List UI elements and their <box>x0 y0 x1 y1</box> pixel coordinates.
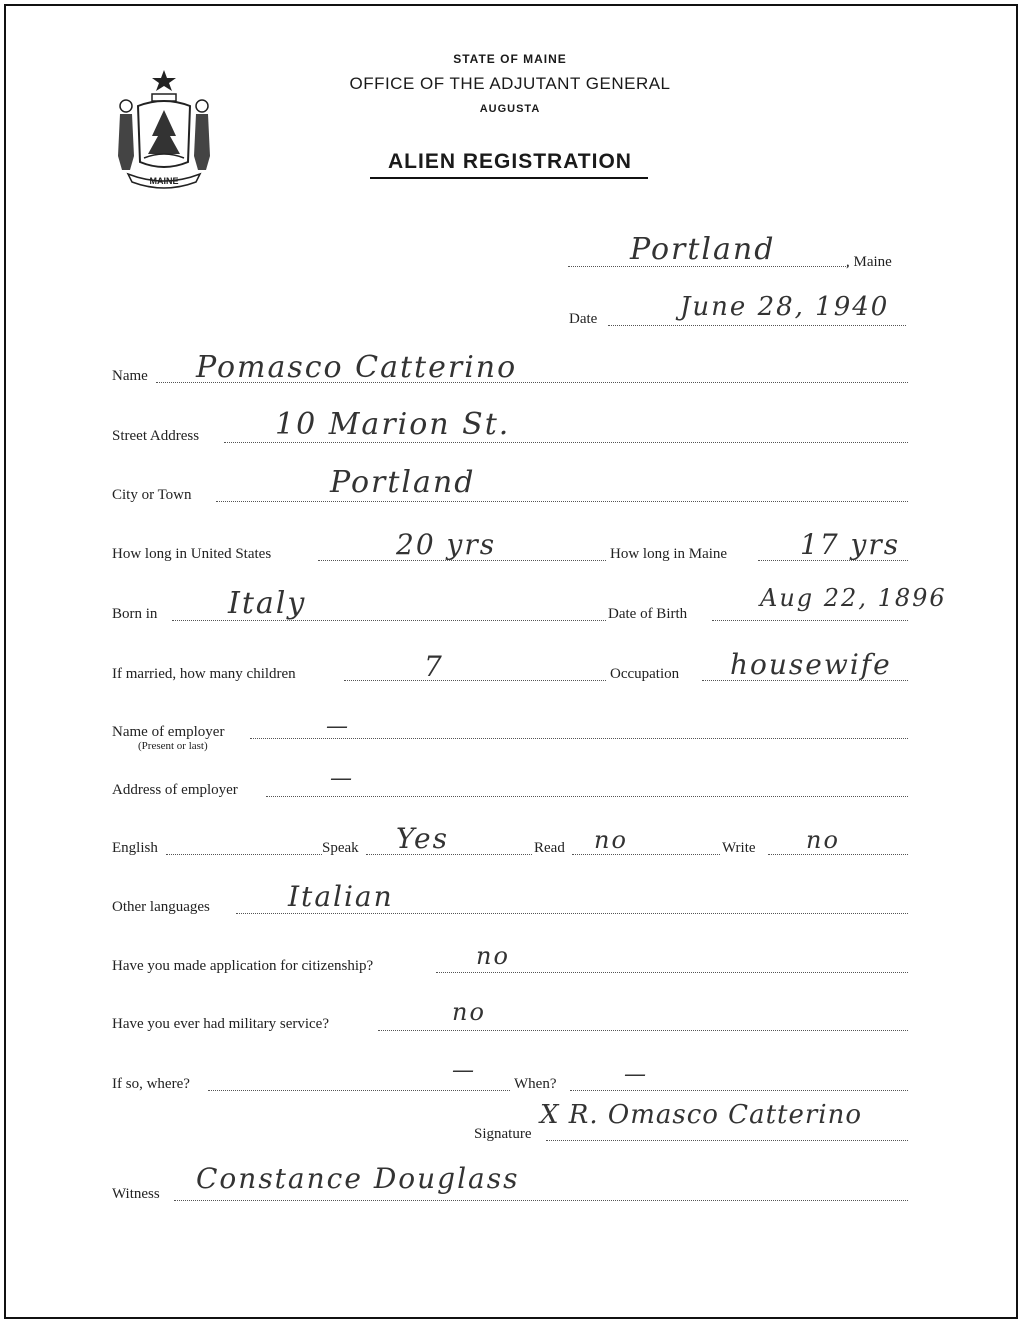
military-line <box>378 1030 908 1031</box>
speak-entry: Yes <box>396 822 449 855</box>
children-label: If married, how many children <box>112 666 296 682</box>
where-label: If so, where? <box>112 1076 190 1092</box>
name-entry: Pomasco Catterino <box>196 350 518 385</box>
read-label: Read <box>534 840 565 856</box>
name-label: Name <box>112 368 148 384</box>
date-entry: June 28, 1940 <box>680 292 890 322</box>
where-entry: — <box>452 1058 476 1083</box>
employer-address-line <box>266 796 908 797</box>
write-label: Write <box>722 840 756 856</box>
where-line <box>208 1090 510 1091</box>
english-line <box>166 854 322 855</box>
dob-label: Date of Birth <box>608 606 688 622</box>
signature-line <box>546 1140 908 1141</box>
us-entry: 20 yrs <box>396 528 497 561</box>
children-line <box>344 680 606 681</box>
form-title: ALIEN REGISTRATION <box>388 150 632 173</box>
employer-address-label: Address of employer <box>112 782 238 798</box>
occupation-label: Occupation <box>610 666 680 682</box>
maine-years-entry: 17 yrs <box>800 528 901 561</box>
occupation-entry: housewife <box>730 648 892 681</box>
street-entry: 10 Marion St. <box>275 407 511 442</box>
street-line <box>224 442 908 443</box>
military-entry: no <box>452 998 486 1026</box>
maine-years-label: How long in Maine <box>610 546 728 562</box>
dob-entry: Aug 22, 1896 <box>760 584 947 612</box>
other-lang-line <box>236 913 908 914</box>
other-lang-entry: Italian <box>288 880 394 913</box>
born-label: Born in <box>112 606 158 622</box>
when-label: When? <box>514 1076 557 1092</box>
employer-sublabel: (Present or last) <box>138 740 208 752</box>
children-entry: 7 <box>424 650 444 683</box>
employer-address-entry: — <box>330 766 354 791</box>
maine-seal-icon <box>108 66 220 190</box>
witness-label: Witness <box>112 1186 160 1202</box>
born-entry: Italy <box>228 586 307 621</box>
date-line <box>608 325 906 326</box>
signature-label: Signature <box>474 1126 532 1142</box>
signature-entry: X R. Omasco Catterino <box>540 1100 862 1130</box>
write-entry: no <box>806 826 840 854</box>
write-line <box>768 854 908 855</box>
citizenship-label: Have you made application for citizenship? <box>112 958 374 974</box>
city-line <box>216 501 908 502</box>
other-lang-label: Other languages <box>112 899 210 915</box>
citizenship-line <box>436 972 908 973</box>
speak-line <box>366 854 532 855</box>
when-line <box>570 1090 908 1091</box>
dob-line <box>712 620 908 621</box>
city-label: City or Town <box>112 487 192 503</box>
city-entry: Portland <box>330 465 476 500</box>
witness-line <box>174 1200 908 1201</box>
read-line <box>572 854 720 855</box>
seal-label: MAINE <box>149 176 179 186</box>
employer-entry: — <box>326 714 350 739</box>
citizenship-entry: no <box>476 942 510 970</box>
state-heading: STATE OF MAINE <box>453 52 567 66</box>
maine-label: , Maine <box>846 254 892 270</box>
place-entry: Portland <box>630 232 776 267</box>
witness-entry: Constance Douglass <box>196 1162 520 1195</box>
us-label: How long in United States <box>112 546 272 562</box>
office-heading: OFFICE OF THE ADJUTANT GENERAL <box>349 74 671 93</box>
street-label: Street Address <box>112 428 200 444</box>
english-label: English <box>112 840 158 856</box>
speak-label: Speak <box>322 840 359 856</box>
city-heading: AUGUSTA <box>479 103 541 115</box>
date-label: Date <box>569 311 598 327</box>
employer-label: Name of employer <box>112 724 225 740</box>
when-entry: — <box>624 1062 648 1087</box>
military-label: Have you ever had military service? <box>112 1016 329 1032</box>
read-entry: no <box>594 826 628 854</box>
title-underline <box>370 177 648 179</box>
